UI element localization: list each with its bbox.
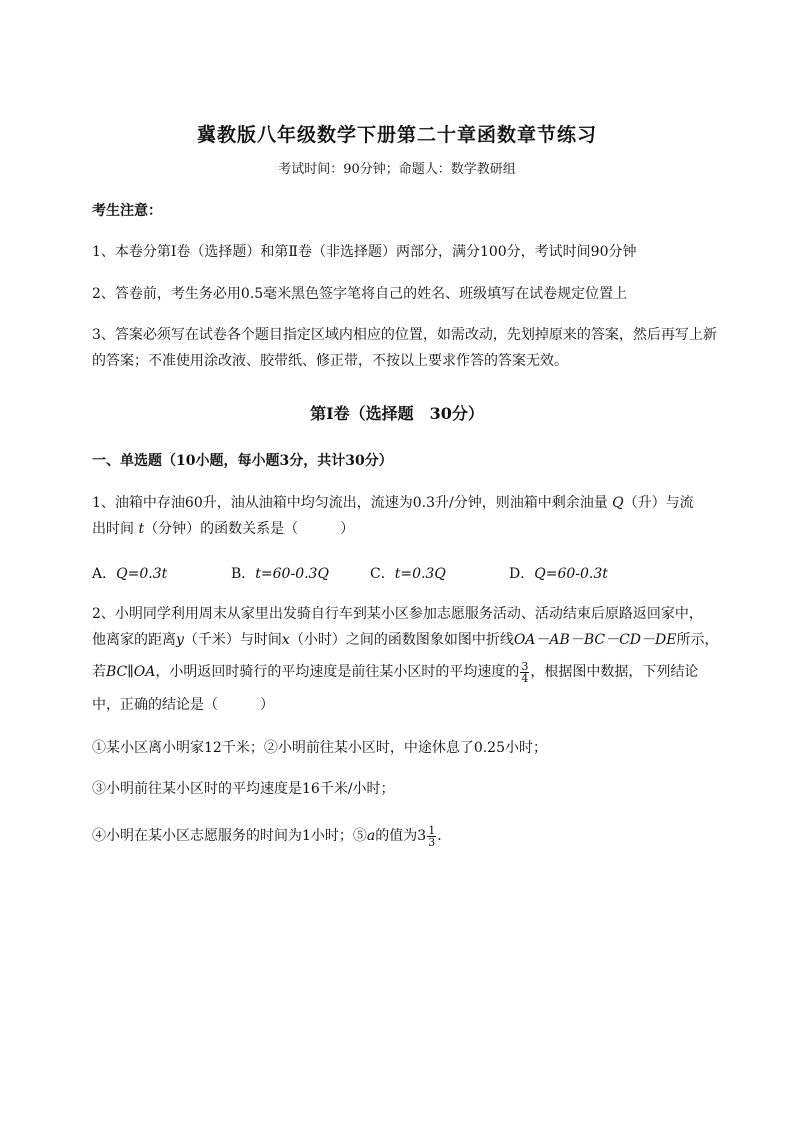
q2-text-d: 所示， xyxy=(676,632,719,648)
statement-3: ③小明前往某小区时的平均速度是16千米/小时； xyxy=(92,781,395,797)
option-label: D． xyxy=(509,566,535,582)
question-2-line-3 xyxy=(92,659,698,685)
question-2-line-2 xyxy=(92,631,718,649)
exam-info: 考试时间：90分钟；命题人：数学教研组 xyxy=(278,162,516,177)
option-label: A． xyxy=(92,566,117,582)
q1-var-t: t xyxy=(138,521,145,537)
notice-heading: 考生注意： xyxy=(92,203,162,219)
q2-var-a: a xyxy=(366,828,376,844)
q1-var-q: Q xyxy=(612,495,624,511)
statement-4-5 xyxy=(92,822,451,850)
notice-item-2: 2、答卷前，考生务必用0.5毫米黑色签字笔将自己的姓名、班级填写在试卷规定位置上 xyxy=(92,286,628,302)
q2-text-g: ，根据图中数据，下列结论 xyxy=(530,664,699,680)
fraction-one-third xyxy=(427,825,436,848)
frac-num: 3 xyxy=(521,659,529,673)
option-expr: t=0.3Q xyxy=(394,566,446,582)
frac-den: 3 xyxy=(428,835,436,849)
frac-num: 1 xyxy=(428,823,436,837)
q1-text-c: 出时间 xyxy=(92,521,134,537)
q2-text-c: （小时）之间的函数图象如图中折线 xyxy=(289,632,514,648)
option-label: C． xyxy=(370,566,395,582)
q1-text-b: （升）与流 xyxy=(623,495,694,511)
q1-option-b[interactable] xyxy=(231,563,329,583)
option-expr: t=60-0.3Q xyxy=(255,566,329,582)
q1-option-d[interactable] xyxy=(509,563,608,583)
q2-text-b: （千米）与时间 xyxy=(183,632,282,648)
q1-text-d: （分钟）的函数关系是（ ） xyxy=(144,521,355,537)
s3-text-c: ． xyxy=(437,828,452,844)
q2-polyline: OA－AB－BC－CD－DE xyxy=(513,632,677,648)
option-expr: Q=0.3t xyxy=(116,566,168,582)
statement-1-2: ①某小区离小明家12千米；②小明前往某小区时，中途休息了0.25小时； xyxy=(92,740,547,756)
q2-text-f: ，小明返回时骑行的平均速度是前往某小区时的平均速度的 xyxy=(155,664,520,680)
q1-option-a[interactable] xyxy=(92,563,167,583)
s3-text-b: 的值为3 xyxy=(375,828,427,844)
frac-den: 4 xyxy=(521,671,529,685)
q2-var-x: x xyxy=(281,632,290,648)
option-label: B． xyxy=(231,566,256,582)
q2-text-e: 若 xyxy=(92,664,106,680)
s3-text-a: ④小明在某小区志愿服务的时间为1小时；⑤ xyxy=(92,828,367,844)
question-2-line-1: 2、小明同学利用周末从家里出发骑自行车到某小区参加志愿服务活动、活动结束后原路返回家中， xyxy=(92,606,703,622)
notice-item-1: 1、本卷分第I卷（选择题）和第Ⅱ卷（非选择题）两部分，满分100分，考试时间90分钟 xyxy=(92,244,637,260)
section-title: 第I卷（选择题 30分） xyxy=(310,404,484,423)
q2-text-a: 他离家的距离 xyxy=(92,632,176,648)
q2-parallel: BC∥OA xyxy=(106,664,156,680)
question-1-line-2 xyxy=(92,520,354,538)
q1-text-a: 1、油箱中存油60升，油从油箱中均匀流出，流速为0.3升/分钟，则油箱中剩余油量 xyxy=(92,495,608,511)
notice-item-3-cont: 的答案；不准使用涂改液、胶带纸、修正带，不按以上要求作答的答案无效。 xyxy=(92,353,568,369)
q2-var-y: y xyxy=(176,632,184,648)
q1-option-c[interactable] xyxy=(370,563,446,583)
notice-item-3: 3、答案必须写在试卷各个题目指定区域内相应的位置，如需改动，先划掉原来的答案，然后再写上新 xyxy=(92,327,717,343)
part-heading: 一、单选题（10小题，每小题3分，共计30分） xyxy=(92,453,393,469)
page-title: 冀教版八年级数学下册第二十章函数章节练习 xyxy=(196,124,597,146)
fraction-three-quarters xyxy=(520,661,529,684)
question-2-line-4: 中，正确的结论是（ ） xyxy=(92,697,274,713)
question-1-line-1 xyxy=(92,494,694,512)
option-expr: Q=60-0.3t xyxy=(534,566,608,582)
